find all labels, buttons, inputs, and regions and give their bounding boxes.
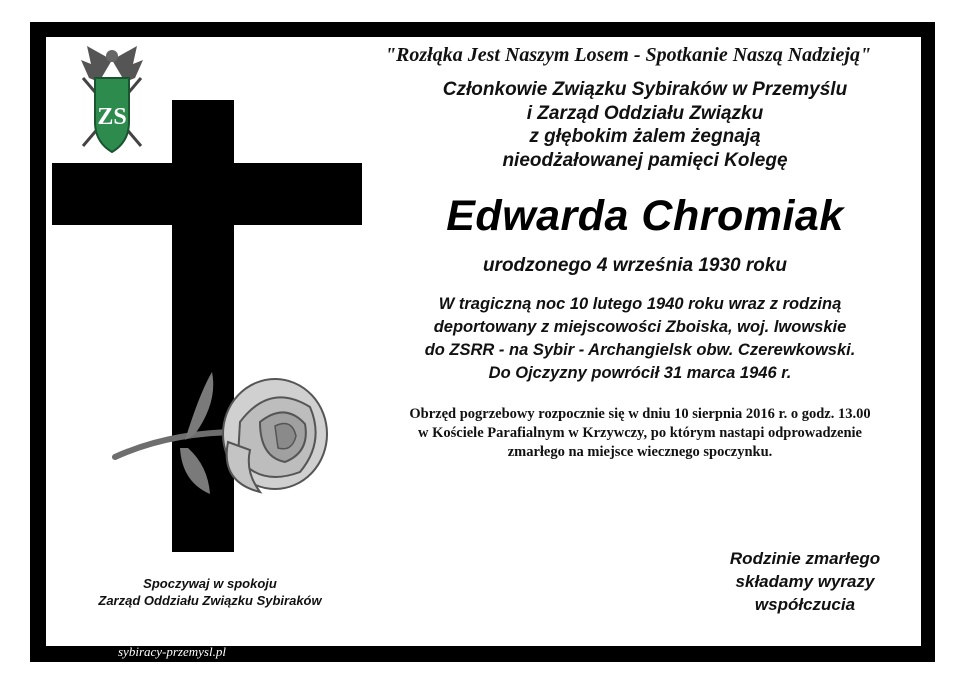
header-line: i Zarząd Oddziału Związku (526, 102, 764, 124)
footer-url: sybiracy-przemysl.pl (118, 644, 226, 659)
funeral-line: w Kościele Parafialnym w Krzywczy, po którym nastapi odprowadzenie (418, 425, 862, 441)
rest-line: Spoczywaj w spokoju (143, 576, 277, 591)
deportation-text (350, 293, 930, 385)
header-line: z głębokim żalem żegnają (529, 126, 761, 147)
deportation-line: Do Ojczyzny powrócił 31 marca 1946 r. (488, 364, 792, 382)
motto: "Rozłąka Jest Naszym Losem - Spotkanie Naszą Nadzieją" (384, 44, 872, 66)
deceased-name: Edwarda Chromiak (446, 192, 844, 240)
condolence-line: składamy wyrazy (735, 572, 875, 591)
deportation-line: W tragiczną noc 10 lutego 1940 roku wraz z rodziną (438, 295, 842, 313)
funeral-line: zmarłego na miejsce wiecznego spoczynku. (507, 444, 773, 460)
rose-icon (110, 362, 340, 512)
header-line: nieodżałowanej pamięci Kolegę (502, 149, 788, 171)
funeral-info (340, 405, 940, 462)
birth-date: urodzonego 4 września 1930 roku (482, 255, 788, 276)
condolence-line: Rodzinie zmarłego (729, 549, 881, 568)
header-text (395, 78, 895, 172)
rest-line: Zarząd Oddziału Związku Sybiraków (98, 593, 322, 608)
condolences (700, 547, 910, 616)
emblem-letters: ZS (97, 104, 127, 130)
eagle-emblem-icon (77, 42, 147, 154)
header-line: Członkowie Związku Sybiraków w Przemyślu (442, 79, 848, 100)
rest-in-peace (60, 575, 360, 609)
deportation-line: deportowany z miejscowości Zboiska, woj. lwowskie (433, 318, 847, 336)
funeral-line: Obrzęd pogrzebowy rozpocznie się w dniu 10 sierpnia 2016 r. o godz. 13.00 (409, 406, 871, 422)
deportation-line: do ZSRR - na Sybir - Archangielsk obw. Czerewkowski. (424, 341, 856, 359)
condolence-line: współczucia (754, 595, 856, 614)
